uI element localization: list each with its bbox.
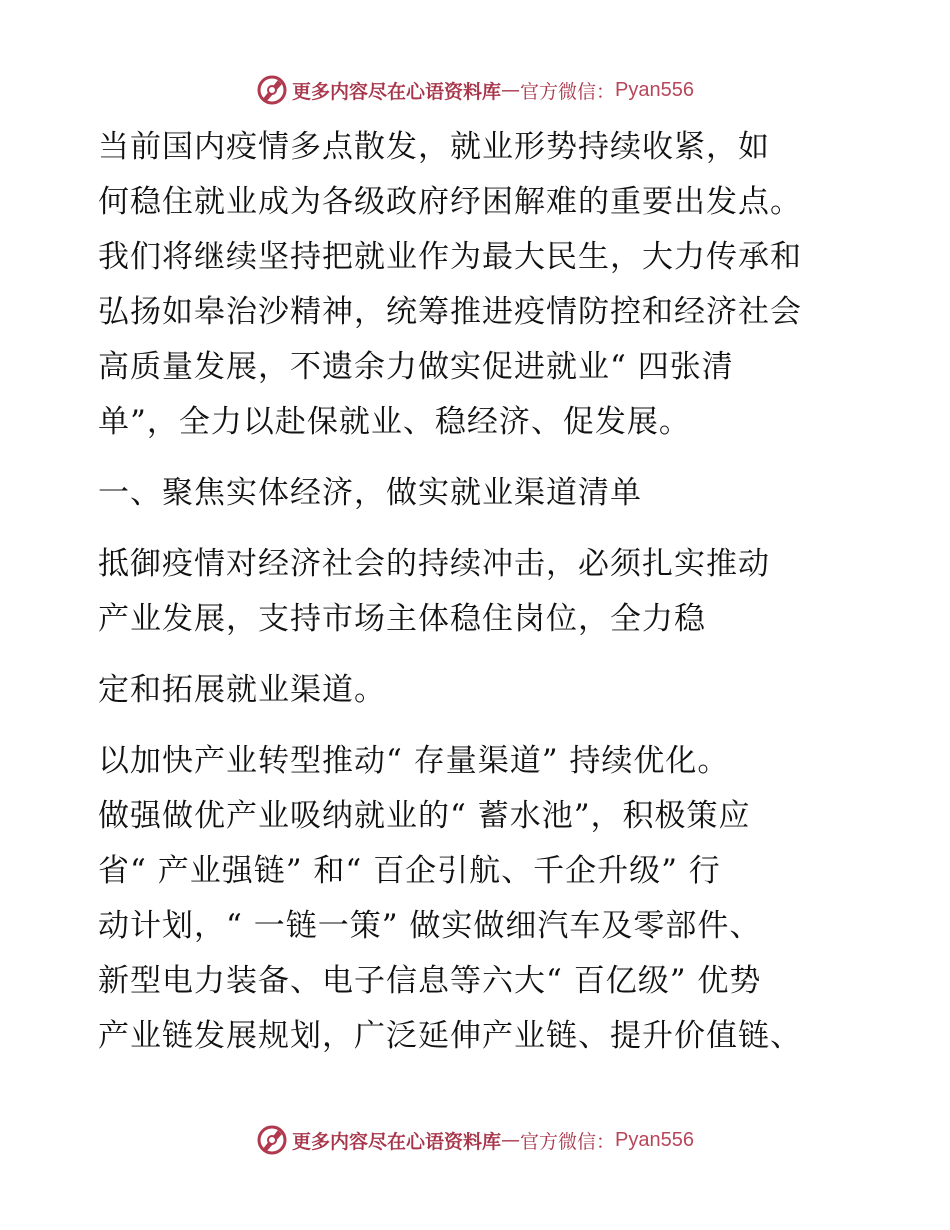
- watermark-text: 更多内容尽在心语资料库: [292, 80, 502, 103]
- watermark-header: [0, 70, 950, 110]
- text-line: 抵御疫情对经济社会的持续冲击，必须扎实推动: [98, 546, 770, 582]
- watermark-dash: —: [501, 79, 521, 101]
- text-line: 以加快产业转型推动“ 存量渠道” 持续优化。: [98, 743, 730, 779]
- watermark-wechat-label: 官方微信：: [520, 1130, 616, 1153]
- section-paragraph-2: [98, 734, 858, 1064]
- text-line: 当前国内疫情多点散发，就业形势持续收紧，如: [98, 129, 770, 165]
- watermark-text: 更多内容尽在心语资料库: [292, 1130, 502, 1153]
- intro-paragraph: [98, 120, 858, 450]
- text-line: 动计划，“ 一链一策” 做实做细汽车及零部件、: [98, 908, 762, 944]
- text-line: 产业链发展规划，广泛延伸产业链、提升价值链、: [98, 1018, 802, 1054]
- text-line: 做强做优产业吸纳就业的“ 蓄水池”，积极策应: [98, 798, 751, 834]
- watermark-wechat-id: Pyan556: [615, 1128, 694, 1151]
- text-line: 弘扬如皋治沙精神，统筹推进疫情防控和经济社会: [98, 294, 802, 330]
- text-line: 产业发展，支持市场主体稳住岗位，全力稳: [98, 601, 706, 637]
- watermark-footer: [0, 1120, 950, 1160]
- text-line: 定和拓展就业渠道。: [98, 672, 386, 708]
- document-body: [98, 120, 858, 1064]
- watermark-wechat-id: Pyan556: [615, 78, 694, 101]
- watermark-wechat-label: 官方微信：: [520, 80, 616, 103]
- text-line: 省“ 产业强链” 和“ 百企引航、千企升级” 行: [98, 853, 721, 889]
- text-line: 我们将继续坚持把就业作为最大民生，大力传承和: [98, 239, 802, 275]
- brand-logo-icon: [256, 74, 288, 106]
- section-paragraph-1: [98, 537, 858, 647]
- heading-line: 一、聚焦实体经济，做实就业渠道清单: [98, 475, 642, 511]
- text-line: 单”，全力以赴保就业、稳经济、促发展。: [98, 404, 691, 440]
- watermark-dash: —: [501, 1129, 521, 1151]
- text-line: 何稳住就业成为各级政府纾困解难的重要出发点。: [98, 184, 802, 220]
- brand-logo-icon: [256, 1124, 288, 1156]
- section-heading: [98, 466, 858, 521]
- text-line: 新型电力装备、电子信息等六大“ 百亿级” 优势: [98, 963, 762, 999]
- section-paragraph-1-continued: [98, 663, 858, 718]
- text-line: 高质量发展，不遗余力做实促进就业“ 四张清: [98, 349, 734, 385]
